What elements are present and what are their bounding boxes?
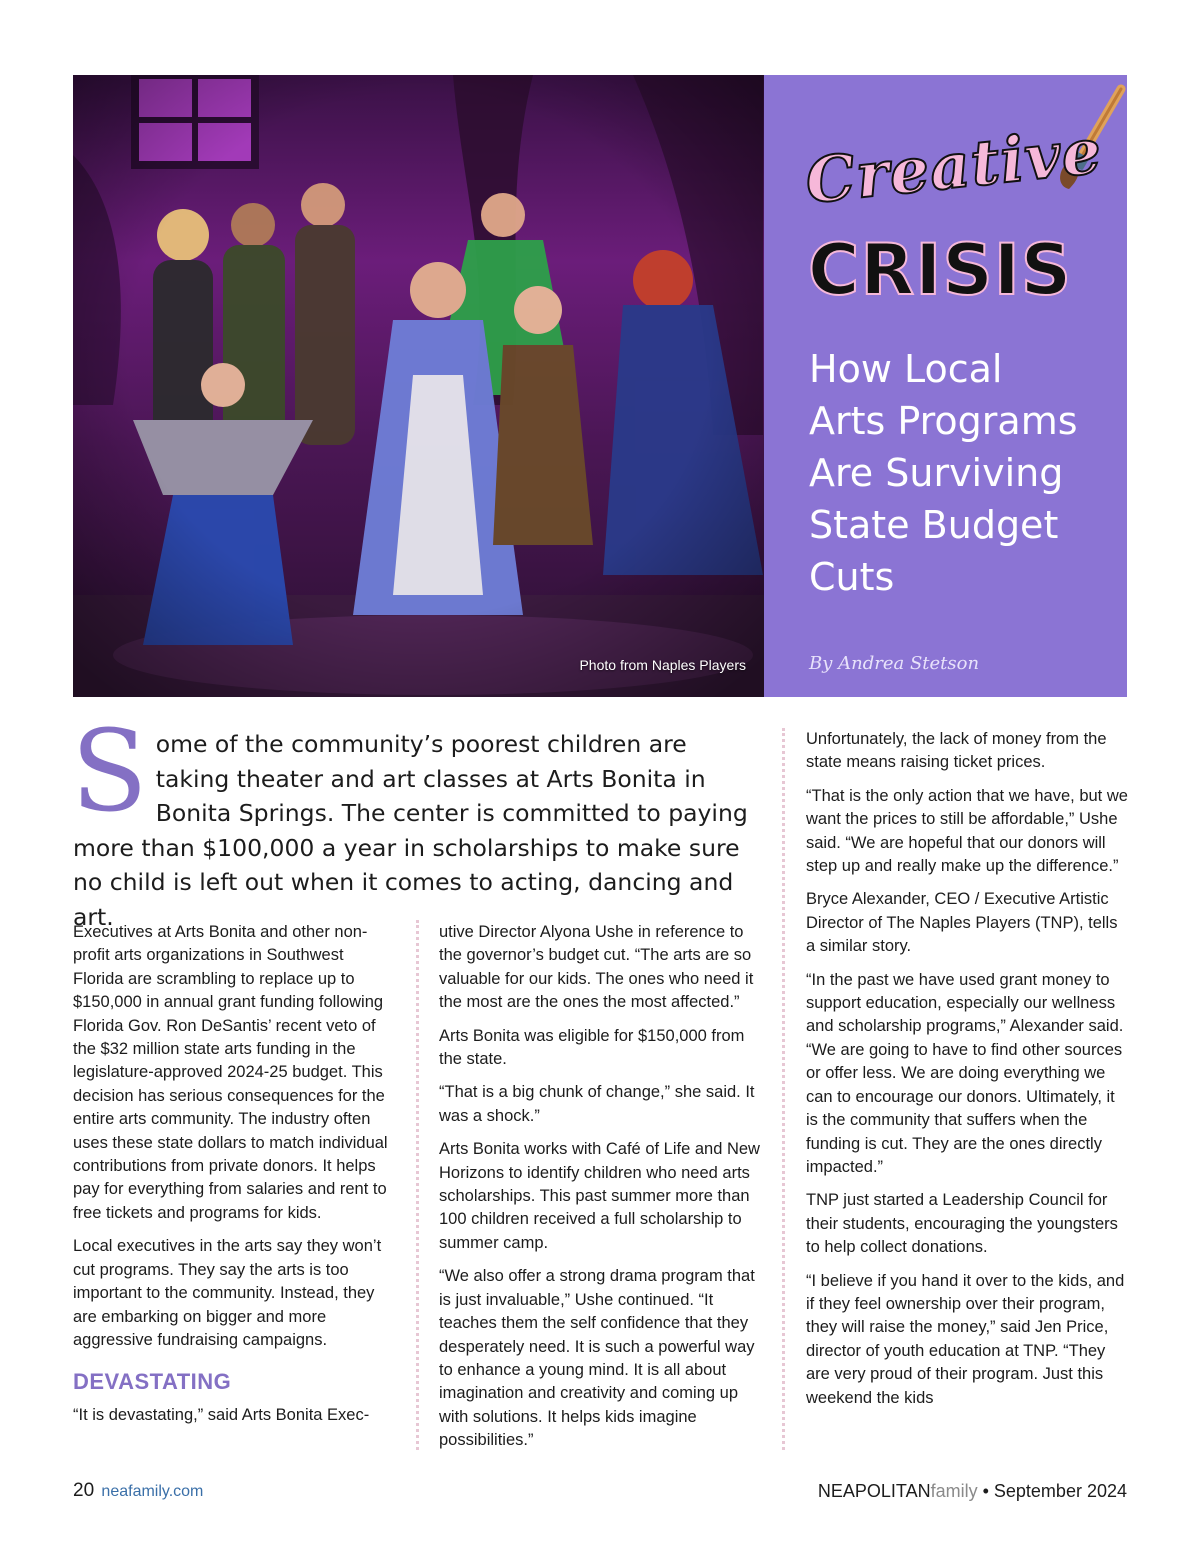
stage-illustration [73, 75, 764, 697]
byline: By Andrea Stetson [809, 653, 980, 674]
footer-page-info [73, 1480, 203, 1502]
theater-photo [73, 75, 764, 697]
paragraph: Unfortunately, the lack of money from the state means raising ticket prices. [806, 730, 1107, 772]
paragraph: “I believe if you hand it over to the kids, and if they feel ownership over their program, they will raise the money,” said Jen Price, director of youth education at TNP. “They are very proud of their program. Just this weekend the kids [806, 1271, 1125, 1407]
page-number: 20 [73, 1480, 95, 1501]
photo-credit: Photo from Naples Players [579, 657, 746, 673]
subtitle-line: Arts Programs [809, 399, 1078, 443]
column-divider [416, 920, 419, 1450]
paragraph: “That is a big chunk of change,” she said. It was a shock.” [439, 1083, 755, 1125]
site-link[interactable]: neafamily.com [101, 1483, 204, 1500]
paragraph: TNP just started a Leadership Council for their students, encouraging the youngsters to help collect donations. [806, 1191, 1118, 1257]
subtitle-line: How Local [809, 347, 1003, 391]
magazine-name-family: family [930, 1481, 978, 1501]
paragraph: Arts Bonita was eligible for $150,000 from the state. [439, 1026, 745, 1069]
paragraph: “In the past we have used grant money to support education, especially our wellness and scholarship programs,” Alexander said. “We are going to have to find other sources or offer less. We are doing everything we can to encourage our donors. Ultimately, it is the community that suffers when the funding is cut. They are the ones directly impacted.” [806, 970, 1124, 1176]
subtitle-line: Cuts [809, 555, 895, 599]
paragraph: Executives at Arts Bonita and other non-profit arts organizations in Southwest Florida are scrambling to replace up to $150,000 in annual grant funding following Florida Gov. Ron DeSantis’ recent veto of the $32 million state arts funding in the legislature-approved 2024-25 budget. This decision has serious consequences for the entire arts community. The industry often uses these state dollars to match individual contributions from private donors. It helps pay for everything from salaries and rent to free tickets and programs for kids. [73, 923, 388, 1222]
paragraph: Arts Bonita works with Café of Life and New Horizons to identify children who need arts scholarships. This past summer more than 100 children received a full scholarship to summer camp. [439, 1140, 760, 1252]
paragraph: utive Director Alyona Ushe in reference to the governor’s budget cut. “The arts are so valuable for our kids. The ones who need it the most are the ones the most affected.” [439, 923, 754, 1012]
paragraph: Local executives in the arts say they won’t cut programs. They say the arts is too important to the community. Instead, they are embarking on bigger and more aggressive fundraising campaigns. [73, 1237, 382, 1349]
dropcap: S [71, 707, 148, 837]
column-3 [806, 728, 1128, 1420]
paragraph: “It is devastating,” said Arts Bonita Exec- [73, 1405, 370, 1424]
footer-magazine-info [818, 1481, 1127, 1502]
hero-banner [73, 75, 1127, 697]
subhead-devastating: DEVASTATING [73, 1369, 232, 1395]
subtitle-line: Are Surviving [809, 451, 1064, 495]
title-panel [764, 75, 1127, 697]
column-1 [73, 921, 395, 1437]
magazine-name: NEAPOLITAN [817, 1481, 931, 1501]
column-2 [439, 921, 762, 1463]
paragraph: Bryce Alexander, CEO / Executive Artistic Director of The Naples Players (TNP), tells a similar story. [806, 890, 1118, 956]
paragraph: “That is the only action that we have, but we want the prices to still be affordable,” Ushe said. “We are hopeful that our donors will step up and really make up the difference.” [806, 786, 1128, 876]
title-creative: Creative [802, 114, 1106, 218]
subtitle-line: State Budget [809, 503, 1059, 547]
column-divider [782, 728, 785, 1450]
issue-date: • September 2024 [977, 1481, 1127, 1501]
title-crisis: CRISIS [808, 229, 1073, 311]
lead-text: ome of the community’s poorest children are taking theater and art classes at Arts Bonita in Bonita Springs. The center is committed to paying more than $100,000 a year in scholarships to make sure no child is left out when it comes to acting, dancing and art. [73, 730, 748, 931]
paragraph: “We also offer a strong drama program that is just invaluable,” Ushe continued. “It teaches them the self confidence that they desperately need. It is such a powerful way to enhance a young mind. It is all about imagination and creativity and coming up with solutions. It helps kids imagine possibilities.” [439, 1267, 755, 1450]
subtitle [809, 343, 1109, 603]
lead-paragraph [71, 707, 761, 934]
